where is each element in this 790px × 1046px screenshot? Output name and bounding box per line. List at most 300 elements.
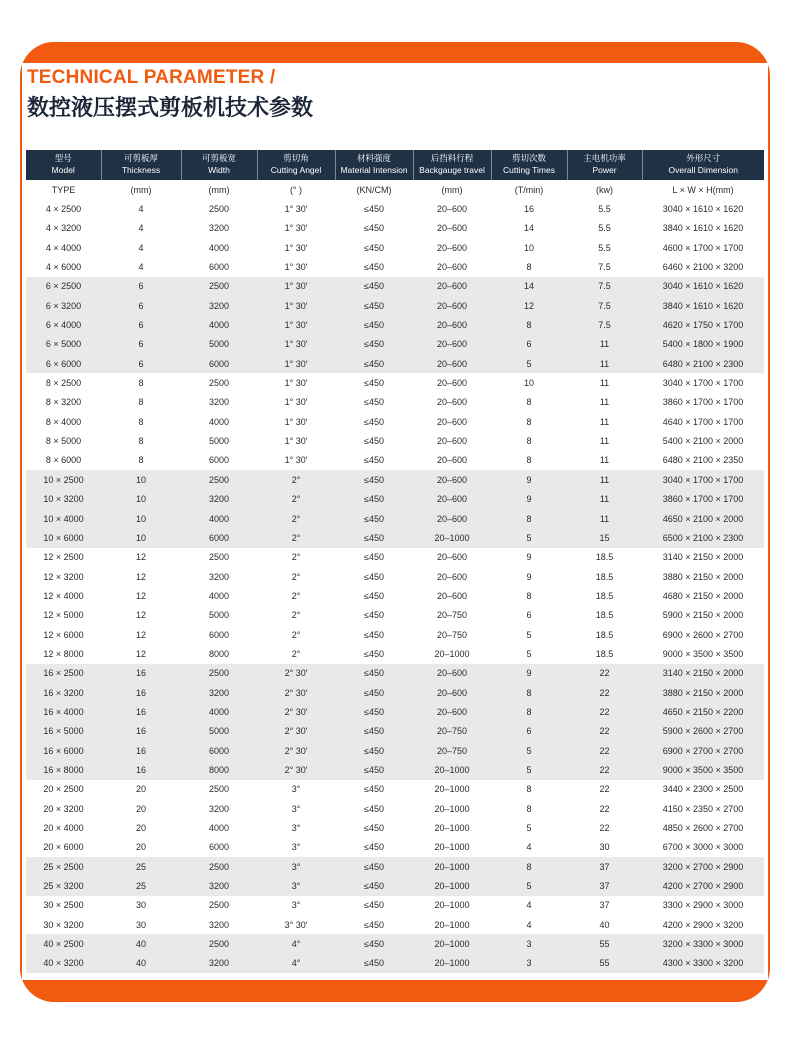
table-cell: 6480 × 2100 × 2350 bbox=[642, 451, 764, 470]
table-cell: 22 bbox=[567, 780, 642, 799]
table-row bbox=[26, 431, 764, 450]
table-cell: 25 bbox=[101, 857, 181, 876]
table-cell: 3140 × 2150 × 2000 bbox=[642, 548, 764, 567]
table-cell: 4000 bbox=[181, 412, 257, 431]
table-cell: 2° bbox=[257, 567, 335, 586]
table-cell: 5 bbox=[491, 741, 567, 760]
table-cell: 5000 bbox=[181, 722, 257, 741]
table-cell: 3° bbox=[257, 818, 335, 837]
table-cell: 30 bbox=[567, 838, 642, 857]
table-cell: 6 bbox=[101, 277, 181, 296]
table-cell: 11 bbox=[567, 509, 642, 528]
table-cell: 20 bbox=[101, 799, 181, 818]
table-cell: 20–600 bbox=[413, 586, 491, 605]
table-cell: 3200 bbox=[181, 799, 257, 818]
table-cell: 18.5 bbox=[567, 586, 642, 605]
table-cell: ≤450 bbox=[335, 702, 413, 721]
table-cell: 20–1000 bbox=[413, 934, 491, 953]
table-cell: ≤450 bbox=[335, 548, 413, 567]
table-cell: 3860 × 1700 × 1700 bbox=[642, 490, 764, 509]
table-cell: 2° bbox=[257, 490, 335, 509]
table-cell: 6 × 3200 bbox=[26, 296, 101, 315]
table-cell: 6 bbox=[491, 722, 567, 741]
table-cell: 18.5 bbox=[567, 548, 642, 567]
table-cell: 14 bbox=[491, 219, 567, 238]
table-cell: 8 × 3200 bbox=[26, 393, 101, 412]
table-cell: 2500 bbox=[181, 780, 257, 799]
table-cell: 6 × 5000 bbox=[26, 335, 101, 354]
table-cell: 12 × 3200 bbox=[26, 567, 101, 586]
table-cell: 4 bbox=[101, 257, 181, 276]
table-cell: 12 bbox=[101, 567, 181, 586]
table-row bbox=[26, 354, 764, 373]
table-cell: 11 bbox=[567, 412, 642, 431]
table-cell: 5.5 bbox=[567, 219, 642, 238]
table-cell: 10 × 3200 bbox=[26, 490, 101, 509]
column-header-cn: 材料强度 bbox=[356, 154, 391, 164]
table-cell: 8 bbox=[491, 412, 567, 431]
table-cell: 20–600 bbox=[413, 567, 491, 586]
table-cell: 3° bbox=[257, 857, 335, 876]
table-cell: 4000 bbox=[181, 586, 257, 605]
table-cell: ≤450 bbox=[335, 257, 413, 276]
table-cell: 4 bbox=[101, 199, 181, 218]
table-cell: 12 × 6000 bbox=[26, 625, 101, 644]
table-cell: 11 bbox=[567, 373, 642, 392]
table-row bbox=[26, 393, 764, 412]
table-cell: ≤450 bbox=[335, 199, 413, 218]
column-header-en: Overall Dimension bbox=[668, 165, 738, 175]
table-body bbox=[26, 180, 764, 973]
table-row bbox=[26, 741, 764, 760]
table-row bbox=[26, 586, 764, 605]
table-cell: ≤450 bbox=[335, 780, 413, 799]
table-cell: 6 × 2500 bbox=[26, 277, 101, 296]
table-cell: 3840 × 1610 × 1620 bbox=[642, 219, 764, 238]
table-cell: 2° bbox=[257, 509, 335, 528]
table-cell: 20–750 bbox=[413, 625, 491, 644]
table-cell: 20–600 bbox=[413, 257, 491, 276]
table-cell: ≤450 bbox=[335, 277, 413, 296]
table-cell: 20–600 bbox=[413, 412, 491, 431]
table-cell: 2500 bbox=[181, 199, 257, 218]
table-cell: 12 bbox=[101, 644, 181, 663]
table-cell: 40 × 3200 bbox=[26, 954, 101, 973]
table-cell: 16 × 4000 bbox=[26, 702, 101, 721]
table-cell: 10 × 4000 bbox=[26, 509, 101, 528]
column-header bbox=[26, 150, 101, 180]
table-cell: 4300 × 3300 × 3200 bbox=[642, 954, 764, 973]
table-cell: ≤450 bbox=[335, 876, 413, 895]
table-cell: ≤450 bbox=[335, 315, 413, 334]
table-cell: 22 bbox=[567, 741, 642, 760]
table-cell: ≤450 bbox=[335, 354, 413, 373]
table-cell: 20–1000 bbox=[413, 644, 491, 663]
table-cell: 4680 × 2150 × 2000 bbox=[642, 586, 764, 605]
column-header bbox=[491, 150, 567, 180]
table-cell: 5 bbox=[491, 644, 567, 663]
table-cell: 20–600 bbox=[413, 335, 491, 354]
table-cell: 3200 bbox=[181, 876, 257, 895]
table-cell: 5000 bbox=[181, 431, 257, 450]
table-cell: 4000 bbox=[181, 509, 257, 528]
table-cell: 20–600 bbox=[413, 548, 491, 567]
table-cell: 2° bbox=[257, 548, 335, 567]
table-cell: 20–600 bbox=[413, 451, 491, 470]
column-header-en: Cutting Times bbox=[503, 165, 555, 175]
table-row bbox=[26, 219, 764, 238]
table-cell: 16 bbox=[101, 702, 181, 721]
table-cell: 11 bbox=[567, 490, 642, 509]
table-cell: 2500 bbox=[181, 664, 257, 683]
table-cell: 2500 bbox=[181, 470, 257, 489]
table-cell: 4 bbox=[491, 915, 567, 934]
table-cell: 20–1000 bbox=[413, 838, 491, 857]
table-cell: 3040 × 1610 × 1620 bbox=[642, 199, 764, 218]
table-cell: 1° 30′ bbox=[257, 335, 335, 354]
table-cell: 6000 bbox=[181, 257, 257, 276]
table-row bbox=[26, 509, 764, 528]
table-cell: 4 × 4000 bbox=[26, 238, 101, 257]
table-cell: 20–1000 bbox=[413, 799, 491, 818]
table-cell: 22 bbox=[567, 760, 642, 779]
table-cell: 6 × 4000 bbox=[26, 315, 101, 334]
table-cell: 16 bbox=[491, 199, 567, 218]
table-cell: 3200 bbox=[181, 296, 257, 315]
table-cell: 15 bbox=[567, 528, 642, 547]
table-cell: 20–1000 bbox=[413, 780, 491, 799]
table-cell: 4 bbox=[101, 219, 181, 238]
table-cell: 12 × 2500 bbox=[26, 548, 101, 567]
table-cell: 8 bbox=[491, 509, 567, 528]
table-cell: 3° bbox=[257, 780, 335, 799]
table-cell: 8 bbox=[491, 451, 567, 470]
table-cell: 11 bbox=[567, 393, 642, 412]
table-cell: (° ) bbox=[257, 180, 335, 199]
table-cell: 16 × 5000 bbox=[26, 722, 101, 741]
table-cell: 4 bbox=[491, 896, 567, 915]
table-cell: 20–600 bbox=[413, 219, 491, 238]
table-cell: 20–600 bbox=[413, 431, 491, 450]
table-cell: 4640 × 1700 × 1700 bbox=[642, 412, 764, 431]
table-cell: 9 bbox=[491, 470, 567, 489]
table-cell: 22 bbox=[567, 683, 642, 702]
table-cell: 2° 30′ bbox=[257, 722, 335, 741]
table-cell: 8 bbox=[491, 431, 567, 450]
table-cell: 5 bbox=[491, 760, 567, 779]
table-cell: ≤450 bbox=[335, 722, 413, 741]
column-header-en: Backgauge travel bbox=[419, 165, 485, 175]
table-cell: 11 bbox=[567, 335, 642, 354]
table-cell: 5.5 bbox=[567, 199, 642, 218]
table-cell: 8 bbox=[491, 393, 567, 412]
table-cell: 8 bbox=[491, 857, 567, 876]
table-row bbox=[26, 896, 764, 915]
table-cell: 9 bbox=[491, 548, 567, 567]
table-cell: 3040 × 1700 × 1700 bbox=[642, 373, 764, 392]
column-header bbox=[257, 150, 335, 180]
table-cell: ≤450 bbox=[335, 760, 413, 779]
table-cell: 3200 × 2700 × 2900 bbox=[642, 857, 764, 876]
table-cell: 8 bbox=[101, 373, 181, 392]
title-chinese: 数控液压摆式剪板机技术参数 bbox=[27, 96, 314, 121]
table-cell: 3200 bbox=[181, 683, 257, 702]
table-row bbox=[26, 760, 764, 779]
table-cell: ≤450 bbox=[335, 586, 413, 605]
table-cell: 40 bbox=[567, 915, 642, 934]
table-cell: 7.5 bbox=[567, 257, 642, 276]
table-cell: 1° 30′ bbox=[257, 354, 335, 373]
table-cell: 3880 × 2150 × 2000 bbox=[642, 567, 764, 586]
table-cell: 2° bbox=[257, 586, 335, 605]
column-header-cn: 可剪板宽 bbox=[201, 154, 236, 164]
table-cell: 25 × 3200 bbox=[26, 876, 101, 895]
table-cell: 6700 × 3000 × 3000 bbox=[642, 838, 764, 857]
table-cell: 20 × 3200 bbox=[26, 799, 101, 818]
table-cell: 20–600 bbox=[413, 490, 491, 509]
table-cell: ≤450 bbox=[335, 509, 413, 528]
table-cell: 2500 bbox=[181, 373, 257, 392]
table-cell: 6 bbox=[491, 335, 567, 354]
table-cell: 2500 bbox=[181, 548, 257, 567]
table-cell: 4 bbox=[491, 838, 567, 857]
table-row bbox=[26, 838, 764, 857]
table-cell: 3440 × 2300 × 2500 bbox=[642, 780, 764, 799]
table-cell: ≤450 bbox=[335, 741, 413, 760]
column-header-cn: 可剪板厚 bbox=[123, 154, 158, 164]
table-cell: 8 × 5000 bbox=[26, 431, 101, 450]
column-header-en: Width bbox=[208, 165, 230, 175]
table-cell: 5 bbox=[491, 876, 567, 895]
table-cell: 4620 × 1750 × 1700 bbox=[642, 315, 764, 334]
table-cell: 22 bbox=[567, 722, 642, 741]
table-cell: 7.5 bbox=[567, 277, 642, 296]
table-cell: 3300 × 2900 × 3000 bbox=[642, 896, 764, 915]
table-cell: 20–600 bbox=[413, 315, 491, 334]
table-cell: 3200 bbox=[181, 490, 257, 509]
table-cell: 20–600 bbox=[413, 470, 491, 489]
table-row bbox=[26, 277, 764, 296]
table-cell: 20–600 bbox=[413, 277, 491, 296]
table-cell: 16 bbox=[101, 683, 181, 702]
column-header bbox=[335, 150, 413, 180]
table-cell: 7.5 bbox=[567, 315, 642, 334]
table-cell: 3860 × 1700 × 1700 bbox=[642, 393, 764, 412]
table-cell: 20–1000 bbox=[413, 954, 491, 973]
table-cell: 3° bbox=[257, 838, 335, 857]
table-cell: 9000 × 3500 × 3500 bbox=[642, 760, 764, 779]
table-cell: 7.5 bbox=[567, 296, 642, 315]
table-cell: 5 bbox=[491, 528, 567, 547]
table-row bbox=[26, 934, 764, 953]
table-cell: ≤450 bbox=[335, 412, 413, 431]
table-cell: 20–600 bbox=[413, 664, 491, 683]
table-cell: 20–600 bbox=[413, 702, 491, 721]
table-cell: 16 bbox=[101, 760, 181, 779]
table-cell: 5 bbox=[491, 818, 567, 837]
table-row bbox=[26, 490, 764, 509]
table-row bbox=[26, 238, 764, 257]
table-cell: TYPE bbox=[26, 180, 101, 199]
table-cell: 6000 bbox=[181, 741, 257, 760]
table-cell: 1° 30′ bbox=[257, 296, 335, 315]
table-cell: 20 × 6000 bbox=[26, 838, 101, 857]
table-cell: 6480 × 2100 × 2300 bbox=[642, 354, 764, 373]
table-cell: 6460 × 2100 × 3200 bbox=[642, 257, 764, 276]
table-row bbox=[26, 915, 764, 934]
table-cell: 5.5 bbox=[567, 238, 642, 257]
table-cell: 4850 × 2600 × 2700 bbox=[642, 818, 764, 837]
table-cell: 5400 × 1800 × 1900 bbox=[642, 335, 764, 354]
column-header-en: Material Intension bbox=[340, 165, 408, 175]
table-cell: 12 bbox=[101, 548, 181, 567]
table-cell: 16 × 2500 bbox=[26, 664, 101, 683]
table-cell: 20–750 bbox=[413, 741, 491, 760]
table-cell: ≤450 bbox=[335, 683, 413, 702]
table-cell: ≤450 bbox=[335, 296, 413, 315]
table-cell: 4° bbox=[257, 934, 335, 953]
table-cell: 4 × 6000 bbox=[26, 257, 101, 276]
table-cell: 9 bbox=[491, 567, 567, 586]
table-cell: 4150 × 2350 × 2700 bbox=[642, 799, 764, 818]
table-cell: 3° bbox=[257, 876, 335, 895]
table-cell: 3° bbox=[257, 799, 335, 818]
table-cell: 1° 30′ bbox=[257, 257, 335, 276]
table-cell: ≤450 bbox=[335, 451, 413, 470]
table-cell: 1° 30′ bbox=[257, 199, 335, 218]
table-cell: 4000 bbox=[181, 315, 257, 334]
table-cell: 20–750 bbox=[413, 606, 491, 625]
column-header-cn: 外形尺寸 bbox=[686, 154, 721, 164]
table-cell: 16 bbox=[101, 722, 181, 741]
table-cell: ≤450 bbox=[335, 470, 413, 489]
table-cell: 6 bbox=[101, 354, 181, 373]
table-cell: 2500 bbox=[181, 277, 257, 296]
table-cell: 2° 30′ bbox=[257, 741, 335, 760]
table-cell: 2° bbox=[257, 625, 335, 644]
table-cell: 6900 × 2600 × 2700 bbox=[642, 625, 764, 644]
table-cell: 3 bbox=[491, 934, 567, 953]
table-cell: 3200 bbox=[181, 567, 257, 586]
table-cell: 20–600 bbox=[413, 373, 491, 392]
table-cell: 3840 × 1610 × 1620 bbox=[642, 296, 764, 315]
table-cell: ≤450 bbox=[335, 625, 413, 644]
table-cell: 6000 bbox=[181, 451, 257, 470]
table-cell: 12 bbox=[101, 586, 181, 605]
table-cell: 20 bbox=[101, 818, 181, 837]
table-cell: 16 × 3200 bbox=[26, 683, 101, 702]
table-cell: 16 bbox=[101, 741, 181, 760]
table-cell: 9 bbox=[491, 490, 567, 509]
table-cell: 16 × 8000 bbox=[26, 760, 101, 779]
table-cell: ≤450 bbox=[335, 838, 413, 857]
table-cell: 3880 × 2150 × 2000 bbox=[642, 683, 764, 702]
table-cell: 4000 bbox=[181, 238, 257, 257]
parameter-table bbox=[26, 150, 764, 973]
table-row bbox=[26, 780, 764, 799]
table-cell: 20–600 bbox=[413, 199, 491, 218]
table-cell: 8000 bbox=[181, 644, 257, 663]
table-cell: 20 bbox=[101, 838, 181, 857]
table-cell: 6 × 6000 bbox=[26, 354, 101, 373]
table-cell: 3200 × 3300 × 3000 bbox=[642, 934, 764, 953]
table-cell: 1° 30′ bbox=[257, 431, 335, 450]
table-cell: 11 bbox=[567, 451, 642, 470]
table-cell: 30 × 2500 bbox=[26, 896, 101, 915]
table-row bbox=[26, 335, 764, 354]
column-header-cn: 剪切次数 bbox=[511, 154, 546, 164]
table-cell: 12 × 4000 bbox=[26, 586, 101, 605]
table-row bbox=[26, 567, 764, 586]
table-row bbox=[26, 644, 764, 663]
table-cell: 6500 × 2100 × 2300 bbox=[642, 528, 764, 547]
table-cell: 8 × 4000 bbox=[26, 412, 101, 431]
column-header bbox=[101, 150, 181, 180]
table-cell: 30 bbox=[101, 915, 181, 934]
table-cell: 8 × 2500 bbox=[26, 373, 101, 392]
table-cell: 4 × 3200 bbox=[26, 219, 101, 238]
table-cell: 4600 × 1700 × 1700 bbox=[642, 238, 764, 257]
table-cell: 12 × 5000 bbox=[26, 606, 101, 625]
table-cell: 20–1000 bbox=[413, 528, 491, 547]
table-cell: 12 bbox=[101, 625, 181, 644]
table-row bbox=[26, 257, 764, 276]
title-english: TECHNICAL PARAMETER / bbox=[27, 67, 276, 88]
table-cell: 11 bbox=[567, 354, 642, 373]
table-cell: 12 bbox=[491, 296, 567, 315]
table-cell: 1° 30′ bbox=[257, 373, 335, 392]
table-cell: 4 × 2500 bbox=[26, 199, 101, 218]
table-cell: 1° 30′ bbox=[257, 451, 335, 470]
table-cell: ≤450 bbox=[335, 373, 413, 392]
table-cell: 1° 30′ bbox=[257, 393, 335, 412]
table-cell: 30 × 3200 bbox=[26, 915, 101, 934]
table-cell: 4650 × 2100 × 2000 bbox=[642, 509, 764, 528]
table-cell: ≤450 bbox=[335, 219, 413, 238]
column-header bbox=[567, 150, 642, 180]
table-cell: 20 bbox=[101, 780, 181, 799]
table-row bbox=[26, 625, 764, 644]
table-cell: 3 bbox=[491, 954, 567, 973]
table-cell: 10 bbox=[101, 490, 181, 509]
table-cell: 20–1000 bbox=[413, 818, 491, 837]
table-cell: ≤450 bbox=[335, 528, 413, 547]
table-cell: 20–600 bbox=[413, 354, 491, 373]
table-cell: 20–1000 bbox=[413, 876, 491, 895]
table-cell: 8 bbox=[491, 780, 567, 799]
table-cell: 10 bbox=[101, 470, 181, 489]
table-cell: 5 bbox=[491, 354, 567, 373]
table-cell: 6000 bbox=[181, 625, 257, 644]
table-cell: L × W × H(mm) bbox=[642, 180, 764, 199]
table-cell: 5900 × 2150 × 2000 bbox=[642, 606, 764, 625]
table-cell: ≤450 bbox=[335, 857, 413, 876]
table-cell: 4° bbox=[257, 954, 335, 973]
table-cell: 6000 bbox=[181, 354, 257, 373]
table-cell: ≤450 bbox=[335, 896, 413, 915]
column-header-cn: 剪切角 bbox=[283, 154, 309, 164]
table-cell: 5 bbox=[491, 625, 567, 644]
table-cell: (mm) bbox=[101, 180, 181, 199]
table-cell: 5000 bbox=[181, 335, 257, 354]
table-cell: 4000 bbox=[181, 818, 257, 837]
table-cell: 2° 30′ bbox=[257, 664, 335, 683]
table-cell: 12 bbox=[101, 606, 181, 625]
table-cell: 10 × 2500 bbox=[26, 470, 101, 489]
table-row bbox=[26, 315, 764, 334]
table-cell: 1° 30′ bbox=[257, 277, 335, 296]
table-cell: 3200 bbox=[181, 954, 257, 973]
